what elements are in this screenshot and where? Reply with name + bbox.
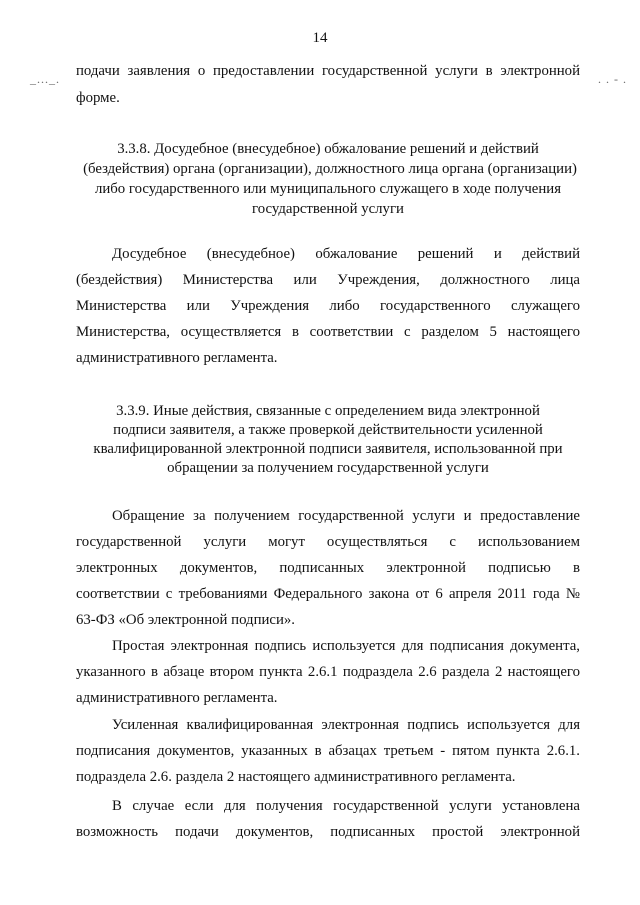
heading-line: 3.3.9. Иные действия, связанные с определением вида электронной: [116, 403, 540, 419]
body-line: (бездействия) Министерства или Учреждения, должностного лица: [76, 272, 580, 288]
body-line: Простая электронная подпись используется для подписания документа,: [112, 638, 580, 654]
page-number: 14: [312, 30, 328, 46]
continuation-line-1: подачи заявления о предоставлении государственной услуги в электронной: [76, 63, 580, 79]
heading-line: 3.3.8. Досудебное (внесудебное) обжалование решений и действий: [117, 141, 539, 157]
body-line: подраздела 2.6. раздела 2 настоящего административного регламента.: [76, 769, 516, 785]
body-line: электронных документов, подписанных электронной подписью в: [76, 560, 580, 576]
heading-line: подписи заявителя, а также проверкой действительности усиленной: [113, 422, 543, 438]
heading-line: квалифицированной электронной подписи заявителя, использованной при: [93, 441, 563, 457]
heading-line: либо государственного или муниципального служащего в ходе получения: [94, 181, 562, 197]
body-line: административного регламента.: [76, 350, 278, 366]
body-line: соответствии с требованиями Федерального закона от 6 апреля 2011 года №: [76, 586, 580, 602]
heading-line: (бездействия) органа (организации), должностного лица органа (организации): [83, 161, 577, 177]
body-line: административного регламента.: [76, 690, 278, 706]
body-line: Досудебное (внесудебное) обжалование решений и действий: [112, 246, 580, 262]
scan-mark-left: _..._.: [30, 72, 60, 86]
continuation-line-2: форме.: [76, 90, 120, 106]
body-line: Министерства или Учреждения либо государственного служащего: [76, 298, 580, 314]
scan-mark-right: . . - .: [598, 72, 627, 86]
body-line: возможность подачи документов, подписанных простой электронной: [76, 824, 580, 840]
heading-line: государственной услуги: [252, 201, 404, 217]
body-line: Усиленная квалифицированная электронная подпись используется для: [112, 717, 580, 733]
body-line: Обращение за получением государственной услуги и предоставление: [112, 508, 580, 524]
body-line: указанного в абзаце втором пункта 2.6.1 подраздела 2.6 раздела 2 настоящего: [76, 664, 580, 680]
body-line: подписания документов, указанных в абзацах третьем - пятом пункта 2.6.1.: [76, 743, 580, 759]
body-line: Министерства, осуществляется в соответствии с разделом 5 настоящего: [76, 324, 580, 340]
body-line: 63-ФЗ «Об электронной подписи».: [76, 612, 296, 628]
heading-line: обращении за получением государственной услуги: [167, 460, 489, 476]
body-line: В случае если для получения государственной услуги установлена: [112, 798, 580, 814]
body-line: государственной услуги могут осуществляться с использованием: [76, 534, 580, 550]
